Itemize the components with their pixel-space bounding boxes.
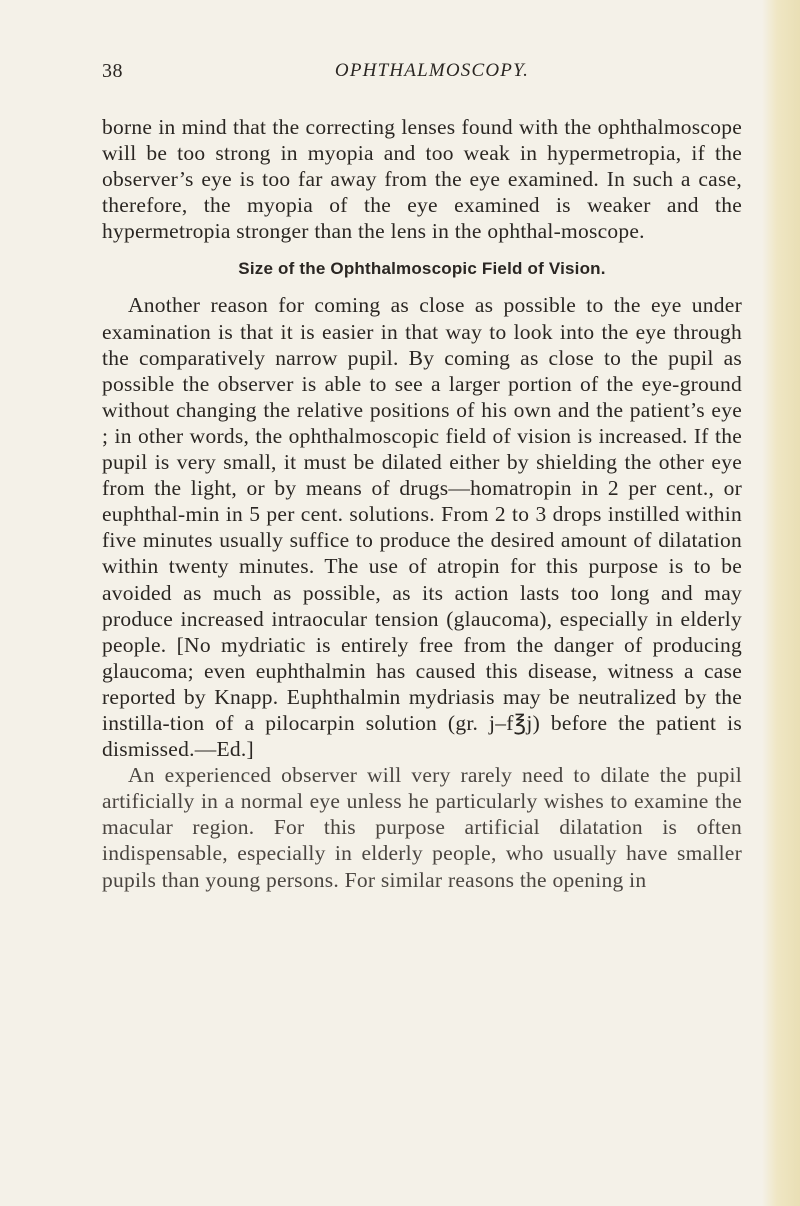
running-head: OPHTHALMOSCOPY. (334, 60, 530, 81)
paragraph-experienced-observer: An experienced observer will very rarely need to dilate the pupil artificially in a normal eye unless he particularly wishes to examine the macular region. For this purpose artificial dilatation is often indispensable, especially in elderly people, who usually have smaller pupils than young persons. For similar reasons the opening in (102, 763, 742, 892)
paragraph-continuation: borne in mind that the correcting lenses found with the ophthalmoscope will be too strong in myopia and too weak in hypermetropia, if the observer’s eye is too far away from the eye examined. In such a case, therefore, the myopia of the eye examined is weaker and the hypermetropia stronger than the lens in the ophthal-moscope. (102, 115, 742, 244)
page-body (102, 114, 742, 893)
page-header (102, 60, 742, 90)
section-heading: Size of the Ophthalmoscopic Field of Vision. (238, 259, 606, 279)
paragraph-dilation: Another reason for coming as close as possible to the eye under examination is that it is easier in that way to look into the eye through the comparatively narrow pupil. By coming as close to the pupil as possible the observer is able to see a larger portion of the eye-ground without changing the relative positions of his own and the patient’s eye ; in other words, the ophthalmoscopic field of vision is increased. If the pupil is very small, it must be dilated either by shielding the other eye from the light, or by means of drugs—homatropin in 2 per cent., or euphthal-min in 5 per cent. solutions. From 2 to 3 drops instilled within five minutes usually suffice to produce the desired amount of dilatation within twenty minutes. The use of atropin for this purpose is to be avoided as much as possible, as its action lasts too long and may produce increased intraocular tension (glaucoma), especially in elderly people. [No mydriatic is entirely free from the danger of producing glaucoma; even euphthalmin has caused this disease, witness a case reported by Knapp. Euphthalmin mydriasis may be neutralized by the instilla-tion of a pilocarpin solution (gr. j–f℥j) before the patient is dismissed.—Ed.] (102, 293, 742, 762)
page-number: 38 (102, 60, 123, 82)
page-edge-shading (762, 0, 800, 1206)
